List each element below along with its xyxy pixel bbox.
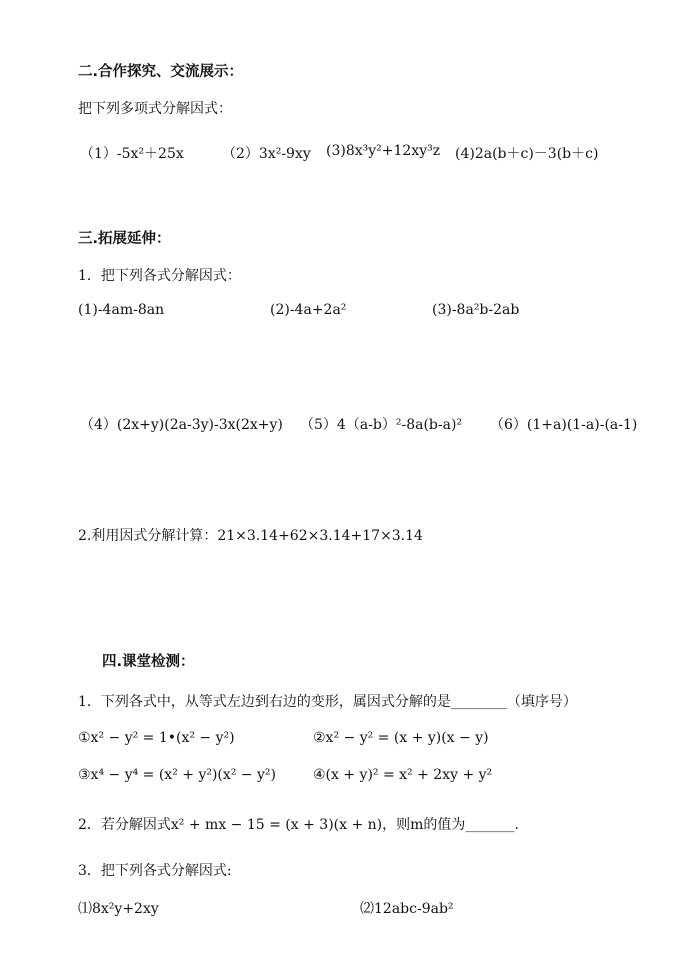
section-2-intro: 把下列多项式分解因式： — [78, 101, 232, 117]
s4-row-item-2: ⑵12abc-9ab² — [360, 901, 454, 917]
s3-row1-item-3: (3)-8a²b-2ab — [432, 302, 520, 318]
s3-question-1: 1．把下列各式分解因式： — [78, 268, 241, 284]
s3-row1-item-2: (2)-4a+2a² — [270, 302, 347, 318]
s2-item-4: (4)2a(b＋c)－3(b＋c) — [455, 146, 599, 162]
s4-option-4: ④(x + y)² = x² + 2xy + y² — [313, 767, 493, 783]
s4-question-3: 3．把下列各式分解因式: — [78, 863, 232, 879]
s4-row-item-1: ⑴8x²y+2xy — [78, 901, 159, 917]
s4-option-3: ③x⁴ − y⁴ = (x² + y²)(x² − y²) — [78, 767, 277, 783]
s3-row1-item-1: (1)-4am-8an — [78, 302, 165, 318]
section-3-heading: 三.拓展延伸： — [78, 231, 171, 247]
s3-question-2: 2.利用因式分解计算：21×3.14+62×3.14+17×3.14 — [78, 528, 423, 544]
s2-item-1: （1）-5x²＋25x — [80, 146, 184, 162]
section-4-heading: 四.课堂检测： — [102, 654, 195, 670]
s3-row2-item-4: （4）(2x+y)(2a-3y)-3x(2x+y) — [80, 417, 283, 433]
s3-row2-item-6: （6）(1+a)(1-a)-(a-1) — [490, 417, 638, 433]
s4-question-2: 2．若分解因式x² + mx − 15 = (x + 3)(x + n)，则m的值为_______. — [78, 817, 519, 833]
s3-row2-item-5: （5）4（a-b）²-8a(b-a)² — [300, 417, 463, 433]
s4-question-1: 1．下列各式中，从等式左边到右边的变形，属因式分解的是________（填序号） — [78, 694, 577, 710]
s4-option-2: ②x² − y² = (x + y)(x − y) — [313, 730, 489, 746]
s2-item-2: （2）3x²-9xy — [222, 146, 311, 162]
s2-item-3: (3)8x³y²+12xy³z — [326, 143, 441, 159]
s4-option-1: ①x² − y² = 1•(x² − y²) — [78, 730, 235, 746]
section-2-heading: 二.合作探究、交流展示： — [78, 64, 244, 80]
